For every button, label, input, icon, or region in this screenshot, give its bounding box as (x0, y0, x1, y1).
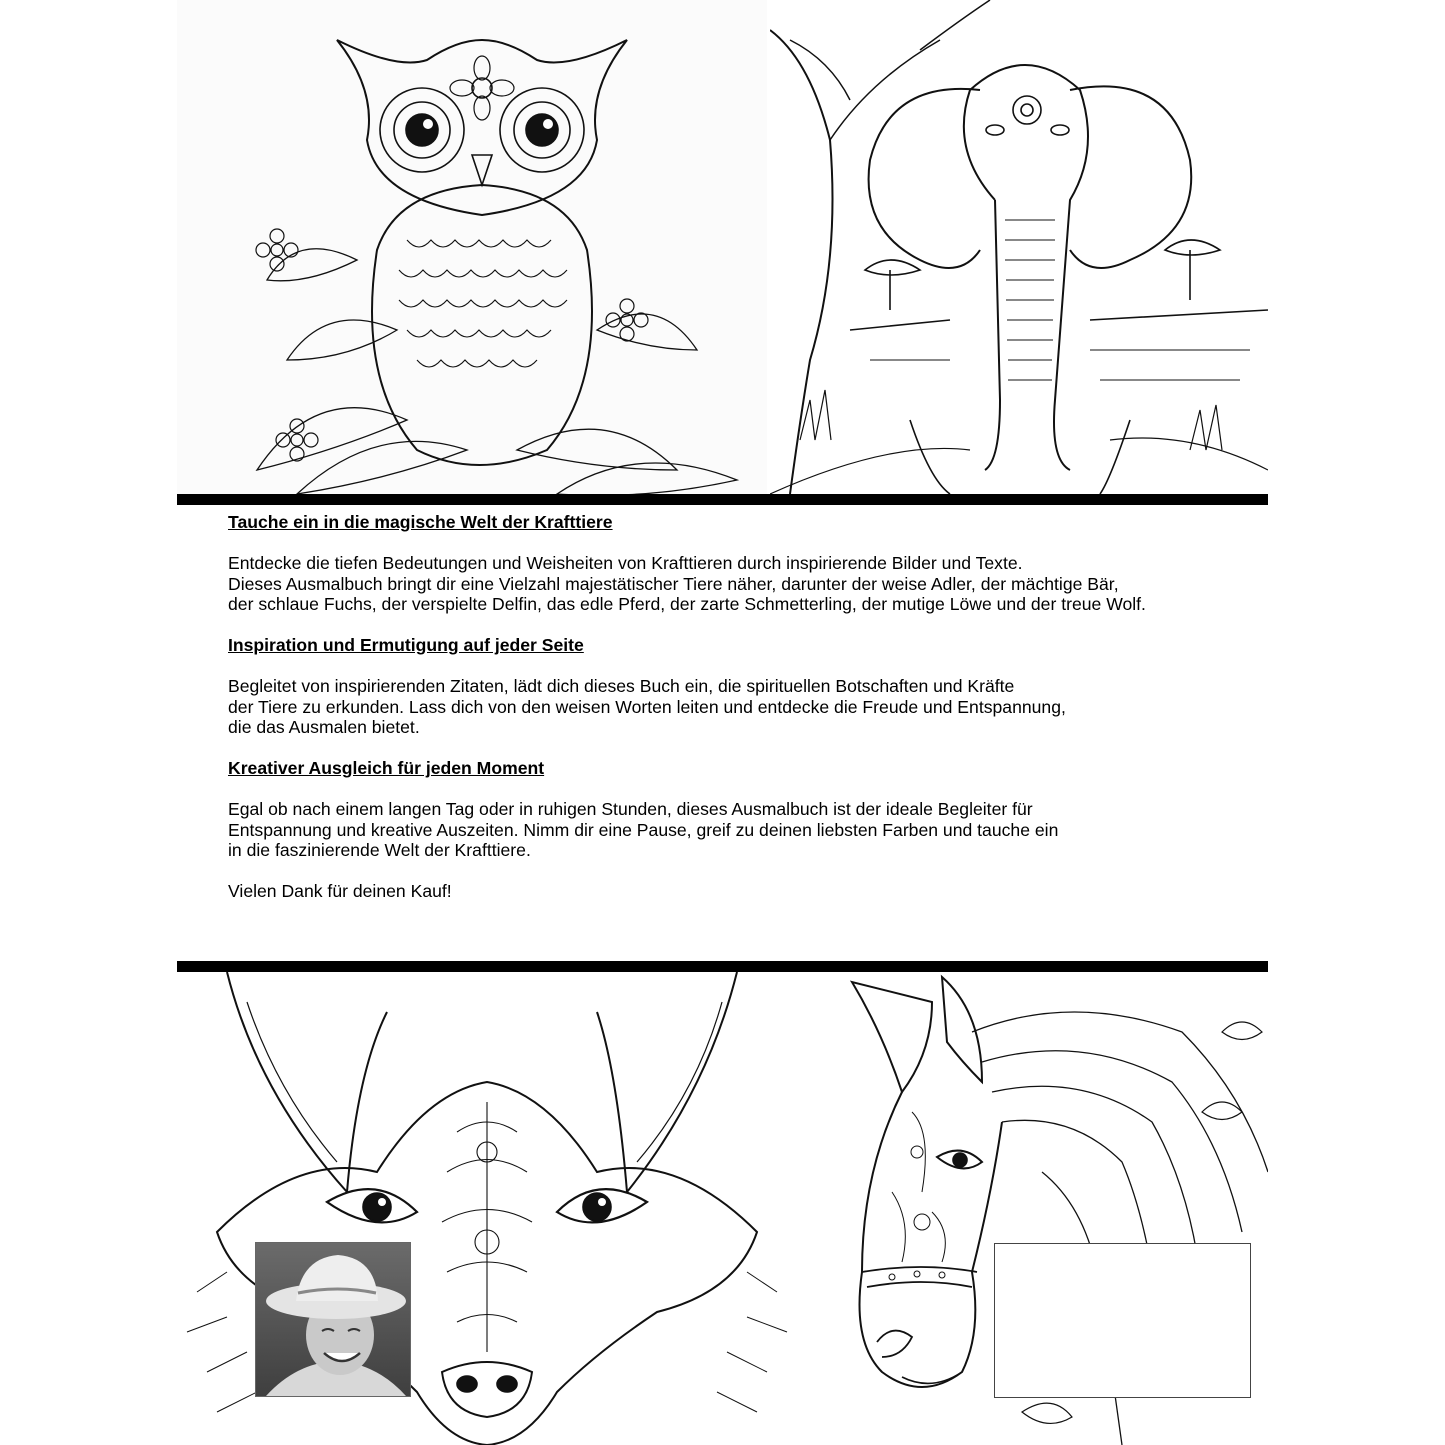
closing-text: Vielen Dank für deinen Kauf! (228, 881, 452, 901)
section-body: Egal ob nach einem langen Tag oder in ruhigen Stunden, dieses Ausmalbuch ist der ideale Begleiter für Entspannung und kreative Auszeiten. Nimm dir eine Pause, greif zu deinen liebsten Farben und tauche ein in die faszinierende Welt der Krafttiere. (228, 799, 1059, 860)
divider-top (177, 494, 1268, 505)
section-heading: Kreativer Ausgleich für jeden Moment (228, 758, 545, 778)
author-photo (255, 1242, 411, 1397)
elephant-illustration (770, 0, 1268, 494)
section-heading: Inspiration und Ermutigung auf jeder Seite (228, 635, 584, 655)
section-body: Begleitet von inspirierenden Zitaten, lädt dich dieses Buch ein, die spirituellen Botschaften und Kräfte der Tiere zu erkunden. Lass dich von den weisen Worten leiten und entdecke die Freude und Entspannung, die das Ausmalen bietet. (228, 676, 1066, 737)
description-text (228, 512, 1258, 922)
divider-bottom (177, 961, 1268, 972)
section-heading: Tauche ein in die magische Welt der Krafttiere (228, 512, 613, 532)
blank-box (994, 1243, 1251, 1398)
owl-illustration (177, 0, 767, 494)
section-body: Entdecke die tiefen Bedeutungen und Weisheiten von Krafttieren durch inspirierende Bilder und Texte. Dieses Ausmalbuch bringt dir eine Vielzahl majestätischer Tiere näher, darunter der weise Adler, der mächtige Bär, der schlaue Fuchs, der verspielte Delfin, das edle Pferd, der zarte Schmetterling, der mutige Löwe und der treue Wolf. (228, 553, 1146, 614)
